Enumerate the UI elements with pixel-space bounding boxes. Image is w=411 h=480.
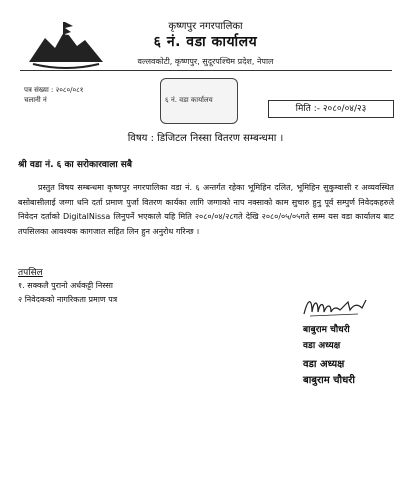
stamp-name: बाबुराम चौधरी <box>303 375 355 386</box>
attachments-heading: तपसिल <box>18 268 43 278</box>
letter-body: प्रस्तुत विषय सम्बन्धमा कृष्णपुर नगरपालिका वडा नं. ६ अन्तर्गत रहेका भूमिहिन दलित, भूमिहिन सुकुम्वासी र अव्यवस्थित बसोबासीलाई जग्गा धनि दर्ता प्रमाण पुर्जा वितरण कार्यका लागि जग्गाको नाप नक्साको काम सुचारु हुनु पूर्व सम्पुर्ण निवेदकहरुले निवेदन दर्ताको DigitalNissa लिनुपर्ने भएकाले यहि मिति २०८०/०४/२८गते देखि २०८०/०५/०५गते सम्म यस वडा कार्यालय बाट तपसिलका आवश्यक कागजात सहित लिन हुन अनुरोध गरिन्छ । <box>18 183 394 236</box>
attachment-item: १. सक्कलै पुरानो अर्धकट्टी निस्सा <box>18 281 113 290</box>
attachment-item: २ निवेदकको नागरिकता प्रमाण पत्र <box>18 295 118 304</box>
signatory-name: बाबुराम चौधरी <box>303 325 350 335</box>
letter-subject: विषय : डिजिटल निस्सा वितरण सम्बन्धमा । <box>127 133 284 144</box>
signatory-title: वडा अध्यक्ष <box>303 341 341 351</box>
ward-office-title: ६ नं. वडा कार्यालय <box>153 34 258 50</box>
stamp-title: वडा अध्यक्ष <box>303 359 345 370</box>
header-divider <box>20 70 392 71</box>
handwritten-signature <box>300 294 372 320</box>
office-address: वल्लवकोटी, कृष्णपुर, सुदूरपश्चिम प्रदेश, नेपाल <box>137 57 274 66</box>
letter-number: पत्र संख्या : २०८०/०८१ <box>24 86 84 94</box>
dispatch-number: चलानी नं <box>24 96 47 104</box>
addressee: श्री वडा नं. ६ का सरोकारवाला सबै <box>18 160 133 170</box>
stamp-office-text: ६ नं. वडा कार्यालय <box>165 96 213 104</box>
letter-date: मिति :- २०८०/०४/२३ <box>268 100 394 118</box>
municipality-name: कृष्णपुर नगरपालिका <box>168 21 243 32</box>
